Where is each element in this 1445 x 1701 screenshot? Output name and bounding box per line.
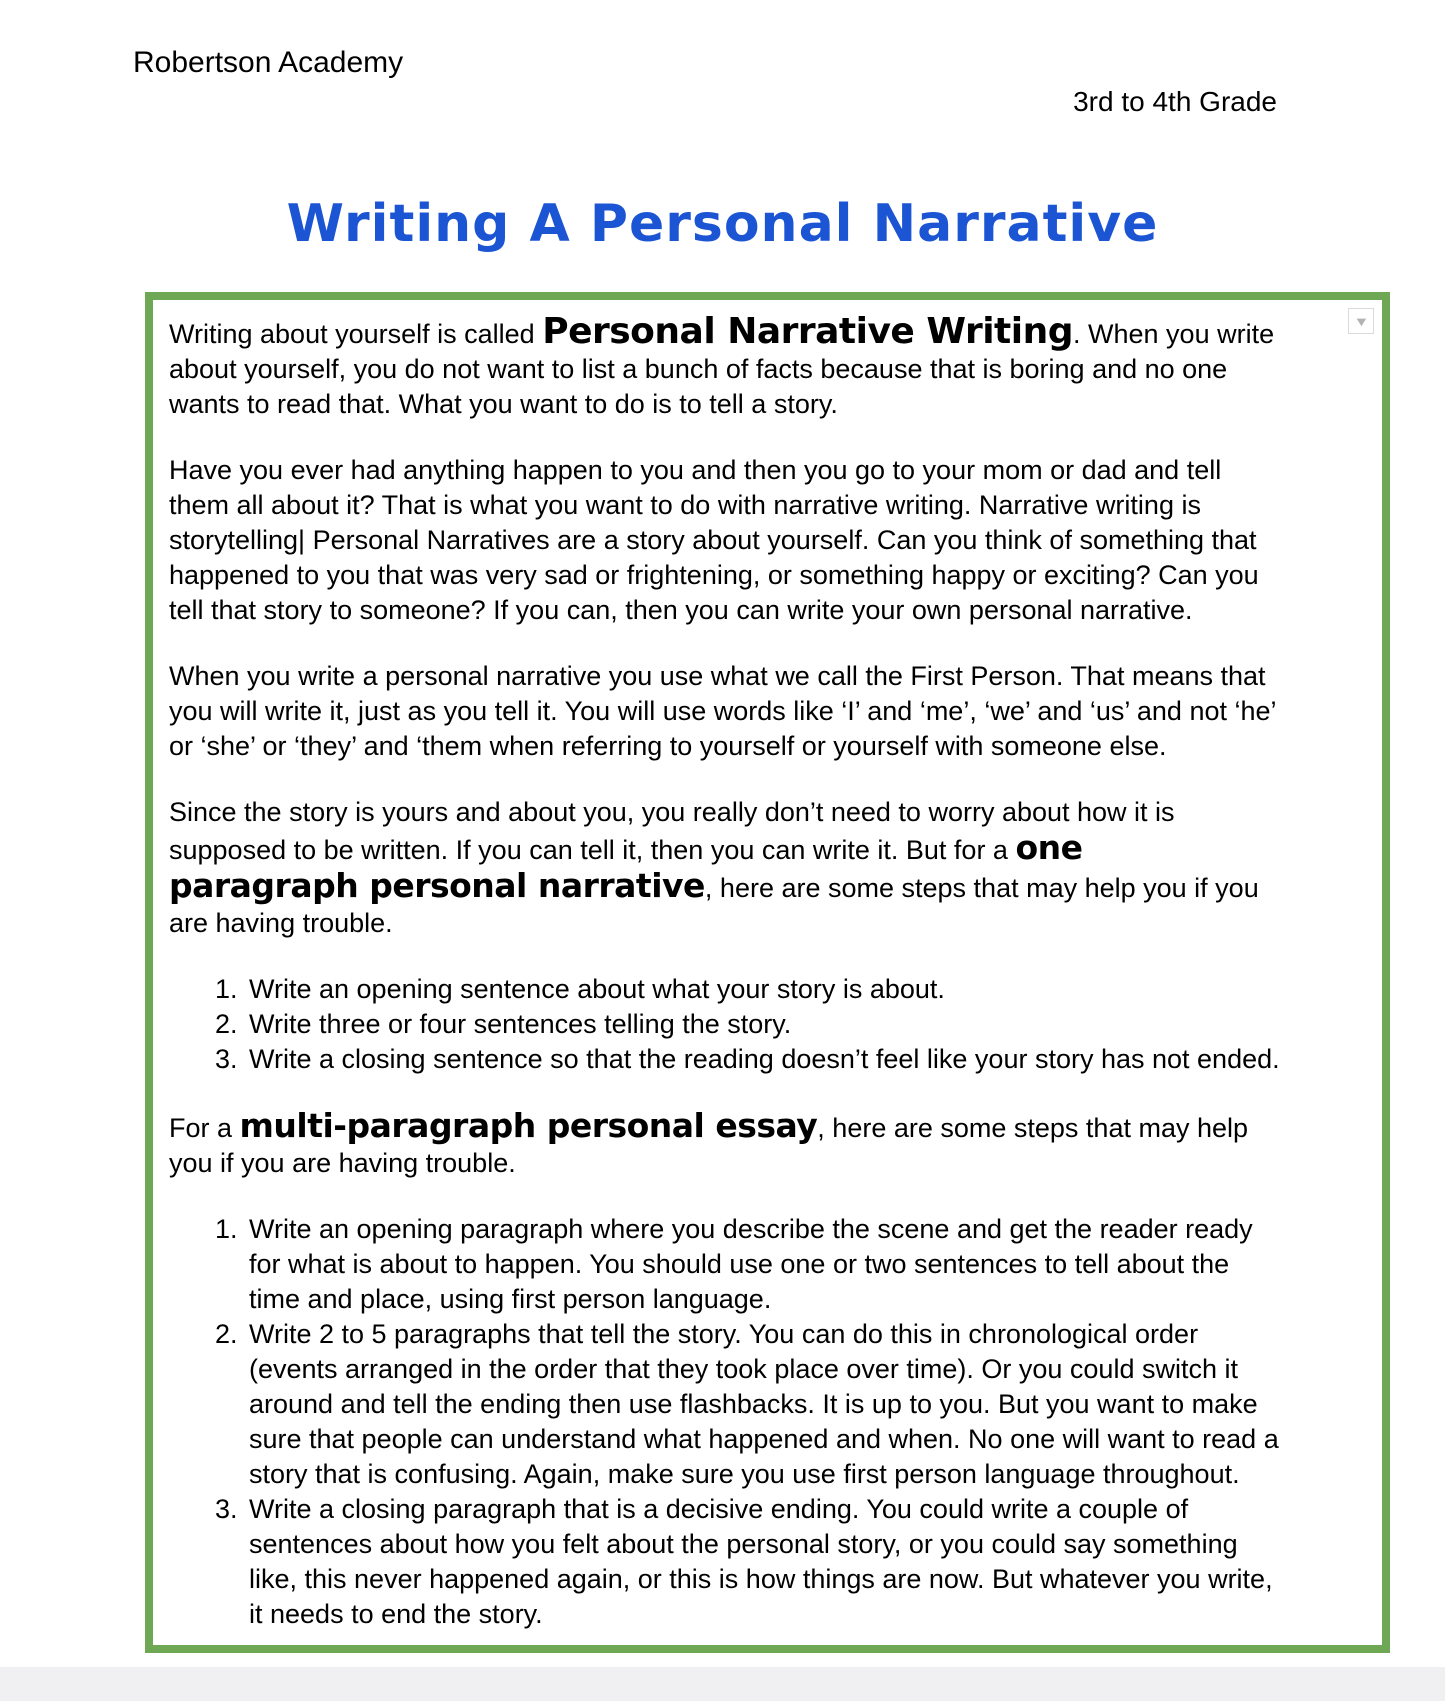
accent-personal-narrative-writing: Personal Narrative Writing	[542, 311, 1074, 352]
paragraph-one-paragraph-text-2: , here are some steps that may help you if you are having trouble.	[169, 873, 1259, 938]
paragraph-intro	[169, 311, 1282, 422]
paragraph-storytelling: Have you ever had anything happen to you and then you go to your mom or dad and tell them all about it? That is what you want to do with narrative writing. Narrative writing is storytelling| Personal Narratives are a story about yourself. Can you think of something that happened to you that was very sad or frightening, or something happy or exciting? Can you tell that story to someone? If you can, then you can write your own personal narrative.	[169, 455, 1259, 625]
content-box-body	[153, 300, 1382, 1632]
paragraph-multi-paragraph-intro	[169, 1108, 1282, 1181]
paragraph-one-paragraph-text-1: Since the story is yours and about you, you really don’t need to worry about how it is supposed to be written. If you can tell it, then you can write it. But for a	[169, 797, 1175, 865]
paragraph-one-paragraph-intro	[169, 795, 1282, 941]
list-item: 2. Write 2 to 5 paragraphs that tell the story. You can do this in chronological order (events arranged in the order that they took place over time). Or you could switch it around and tell the ending then use flashbacks. It is up to you. But you want to make sure that people can understand what happened and when. No one will want to read a story that is confusing. Again, make sure you use first person language throughout.	[245, 1317, 1282, 1492]
paragraph-intro-text-2: . When you write about yourself, you do not want to list a bunch of facts because that is boring and no one wants to read that. What you want to do is to tell a story.	[169, 319, 1275, 419]
page-title: Writing A Personal Narrative	[286, 193, 1159, 254]
multi-paragraph-steps-list	[169, 1212, 1282, 1632]
content-box	[145, 292, 1390, 1653]
paragraph-multi-paragraph-text-1: For a	[169, 1113, 240, 1143]
one-paragraph-steps-list	[169, 972, 1282, 1077]
school-name: Robertson Academy	[133, 46, 404, 79]
page-bottom-strip	[0, 1667, 1445, 1701]
list-item: 1. Write an opening sentence about what your story is about.	[245, 972, 1282, 1007]
list-item: 3. Write a closing sentence so that the reading doesn’t feel like your story has not ended.	[245, 1042, 1282, 1077]
grade-level-label: 3rd to 4th Grade	[1073, 86, 1277, 117]
paragraph-intro-text-1: Writing about yourself is called	[169, 319, 543, 349]
accent-one-paragraph-personal-narrative: one paragraph personal narrative	[169, 828, 1083, 905]
chevron-down-icon: ▼	[1352, 313, 1370, 329]
list-item: 3. Write a closing paragraph that is a decisive ending. You could write a couple of sentences about how you felt about the personal story, or you could say something like, this never happened again, or this is how things are now. But whatever you write, it needs to end the story.	[245, 1492, 1282, 1632]
accent-multi-paragraph-personal-essay: multi-paragraph personal essay	[239, 1106, 818, 1145]
paragraph-first-person: When you write a personal narrative you use what we call the First Person. That means that you will write it, just as you tell it. You will use words like ‘I’ and ‘me’, ‘we’ and ‘us’ and not ‘he’ or ‘she’ or ‘they’ and ‘them when referring to yourself or yourself with someone else.	[169, 661, 1276, 761]
dropdown-button[interactable]	[1348, 308, 1374, 334]
list-item: 1. Write an opening paragraph where you describe the scene and get the reader ready for what is about to happen. You should use one or two sentences to tell about the time and place, using first person language.	[245, 1212, 1282, 1317]
paragraph-multi-paragraph-text-2: , here are some steps that may help you if you are having trouble.	[169, 1113, 1249, 1178]
list-item: 2. Write three or four sentences telling the story.	[245, 1007, 1282, 1042]
